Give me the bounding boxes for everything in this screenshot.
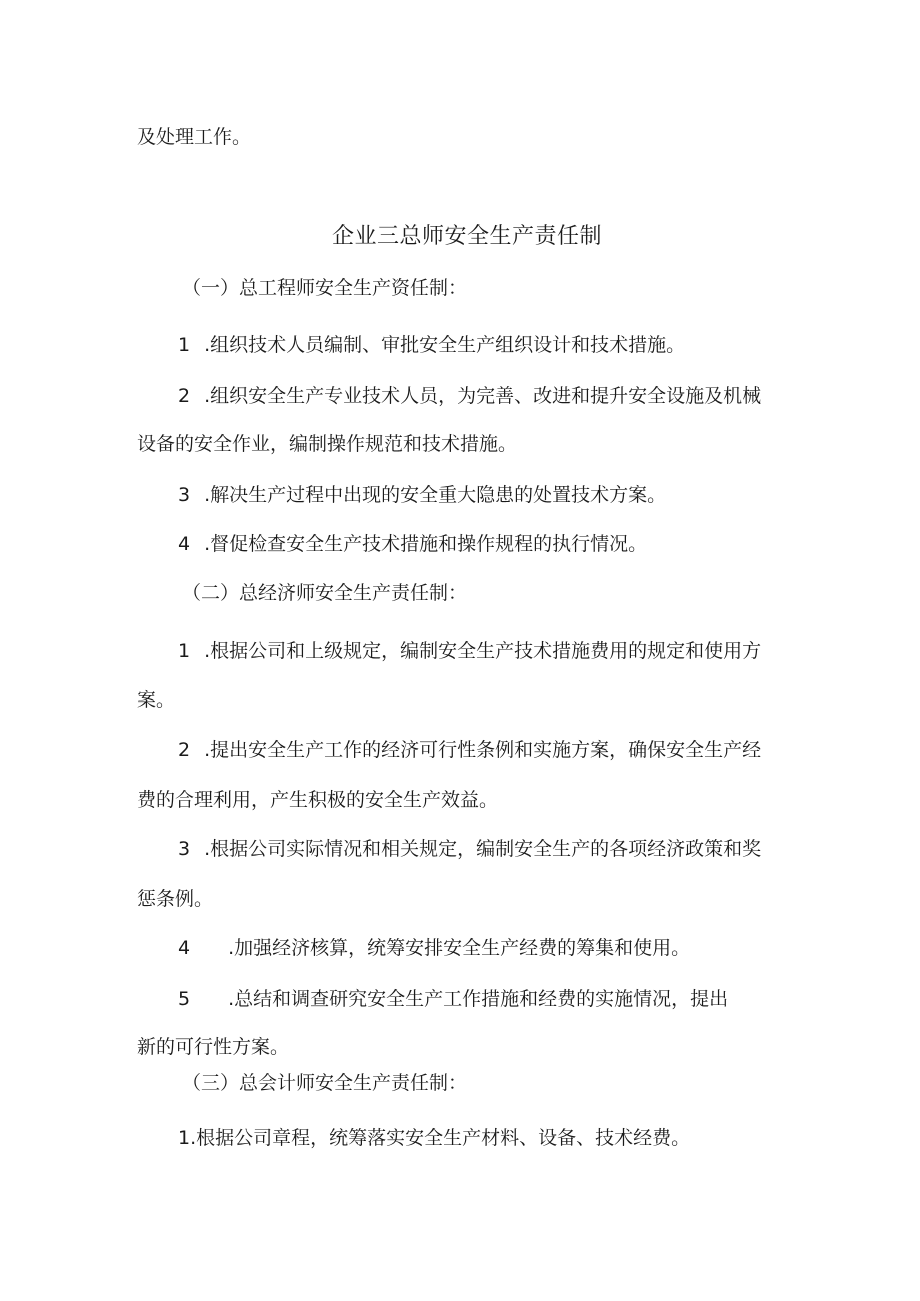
- item-text: .督促检查安全生产技术措施和操作规程的执行情况。: [204, 533, 648, 555]
- list-item: [178, 935, 690, 961]
- item-text-continuation: 费的合理利用，产生积极的安全生产效益。: [137, 789, 499, 811]
- item-text: .总结和调查研究安全生产工作措施和经费的实施情况，提出: [228, 988, 729, 1010]
- list-item: [178, 1125, 690, 1151]
- list-item: [178, 737, 761, 763]
- list-item: [178, 638, 761, 664]
- item-text: .组织技术人员编制、审批安全生产组织设计和技术措施。: [204, 334, 686, 356]
- list-item: [178, 332, 685, 358]
- list-item: [178, 531, 647, 557]
- item-text: .加强经济核算，统筹安排安全生产经费的筹集和使用。: [228, 937, 691, 959]
- item-number: 2: [178, 385, 191, 407]
- item-text: .提出安全生产工作的经济可行性条例和实施方案，确保安全生产经: [204, 739, 762, 761]
- item-text-continuation: 设备的安全作业，编制操作规范和技术措施。: [137, 433, 518, 455]
- item-text: .组织安全生产专业技术人员，为完善、改进和提升安全设施及机械: [204, 385, 762, 407]
- section-heading: （一）总工程师安全生产资任制：: [182, 277, 468, 299]
- item-text-continuation: 案。: [137, 689, 176, 711]
- item-number: 1: [178, 1127, 191, 1149]
- item-text-continuation: 新的可行性方案。: [137, 1036, 290, 1058]
- item-text: .根据公司实际情况和相关规定，编制安全生产的各项经济政策和奖: [204, 838, 762, 860]
- item-number: 4: [178, 533, 191, 555]
- item-text: .根据公司和上级规定，编制安全生产技术措施费用的规定和使用方: [204, 640, 762, 662]
- list-item: [178, 383, 761, 409]
- list-item: [178, 482, 666, 508]
- item-number: 1: [178, 640, 191, 662]
- list-item: [178, 986, 728, 1012]
- item-number: 4: [178, 937, 191, 959]
- list-item: [178, 836, 761, 862]
- item-text-continuation: 惩条例。: [137, 888, 214, 910]
- item-text: .解决生产过程中出现的安全重大隐患的处置技术方案。: [204, 484, 667, 506]
- document-title: 企业三总师安全生产责任制: [332, 224, 603, 249]
- continuation-text: 及处理工作。: [137, 126, 252, 148]
- item-number: 3: [178, 484, 191, 506]
- section-heading: （二）总经济师安全生产责任制：: [182, 582, 468, 604]
- item-number: 3: [178, 838, 191, 860]
- item-text: .根据公司章程，统筹落实安全生产材料、设备、技术经费。: [190, 1127, 691, 1149]
- item-number: 2: [178, 739, 191, 761]
- item-number: 5: [178, 988, 191, 1010]
- section-heading: （三）总会计师安全生产责任制：: [182, 1072, 468, 1094]
- item-number: 1: [178, 334, 191, 356]
